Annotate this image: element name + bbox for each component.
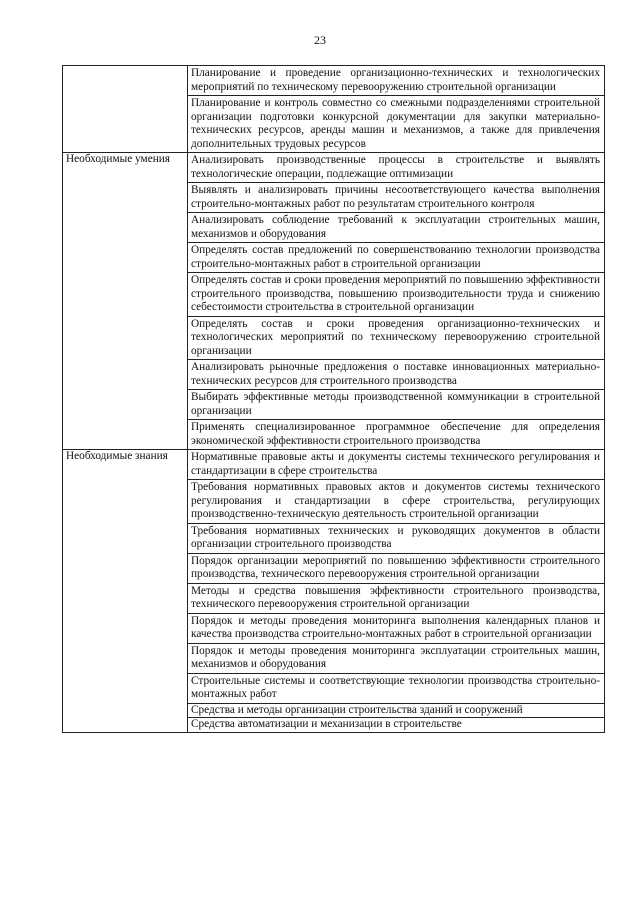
table-cell: Определять состав предложений по совершенствованию технологии производства строительно-монтажных работ в строительной организации: [188, 243, 605, 273]
table-cell: Порядок и методы проведения мониторинга выполнения календарных планов и качества производства строительно-монтажных работ в строительной организации: [188, 613, 605, 643]
table-cell: Средства и методы организации строительства зданий и сооружений: [188, 703, 605, 718]
table-cell: Нормативные правовые акты и документы системы технического регулирования и стандартизации в сфере строительства: [188, 450, 605, 480]
table-cell: Выбирать эффективные методы производственной коммуникации в строительной организации: [188, 390, 605, 420]
table-row: [63, 66, 605, 96]
table-cell: Планирование и проведение организационно-технических и технологических мероприятий по техническому перевооружению строительной организации: [188, 66, 605, 96]
competency-table: [62, 65, 605, 733]
table-cell: Строительные системы и соответствующие технологии производства строительно-монтажных работ: [188, 673, 605, 703]
table-cell: Определять состав и сроки проведения мероприятий по повышению эффективности строительного производства, повышению производительности труда и снижению себестоимости строительства в строительной организации: [188, 273, 605, 317]
table-cell: Планирование и контроль совместно со смежными подразделениями строительной организации подготовки конкурсной документации для закупки материально-технических ресурсов, аренды машин и механизмов, а также для привлечения дополнительных трудовых ресурсов: [188, 96, 605, 153]
table-cell: Анализировать рыночные предложения о поставке инновационных материально-технических ресурсов для строительного производства: [188, 360, 605, 390]
section-label: [63, 66, 188, 153]
section-label-skills: Необходимые умения: [63, 153, 188, 450]
table-cell: Выявлять и анализировать причины несоответствующего качества выполнения строительно-монтажных работ по результатам строительного контроля: [188, 183, 605, 213]
table-cell: Порядок и методы проведения мониторинга эксплуатации строительных машин, механизмов и оборудования: [188, 643, 605, 673]
table-cell: Анализировать соблюдение требований к эксплуатации строительных машин, механизмов и оборудования: [188, 213, 605, 243]
page-number: 23: [314, 33, 326, 47]
table-cell: Требования нормативных правовых актов и документов системы технического регулирования и стандартизации в сфере строительства, регулирующих производственно-техническую деятельность строительной организации: [188, 480, 605, 524]
table-cell: Определять состав и сроки проведения организационно-технических и технологических мероприятий по техническому перевооружению строительной организации: [188, 316, 605, 360]
section-label-knowledge: Необходимые знания: [63, 450, 188, 733]
table-cell: Порядок организации мероприятий по повышению эффективности строительного производства, технического перевооружения строительной организации: [188, 553, 605, 583]
table-row: [63, 450, 605, 480]
table-row: [63, 153, 605, 183]
table-cell: Требования нормативных технических и руководящих документов в области организации строительного производства: [188, 523, 605, 553]
table-cell: Методы и средства повышения эффективности строительного производства, технического перевооружения строительной организации: [188, 583, 605, 613]
table-cell: Средства автоматизации и механизации в строительстве: [188, 718, 605, 733]
table-cell: Применять специализированное программное обеспечение для определения экономической эффективности строительного производства: [188, 420, 605, 450]
table-cell: Анализировать производственные процессы в строительстве и выявлять технологические операции, подлежащие оптимизации: [188, 153, 605, 183]
